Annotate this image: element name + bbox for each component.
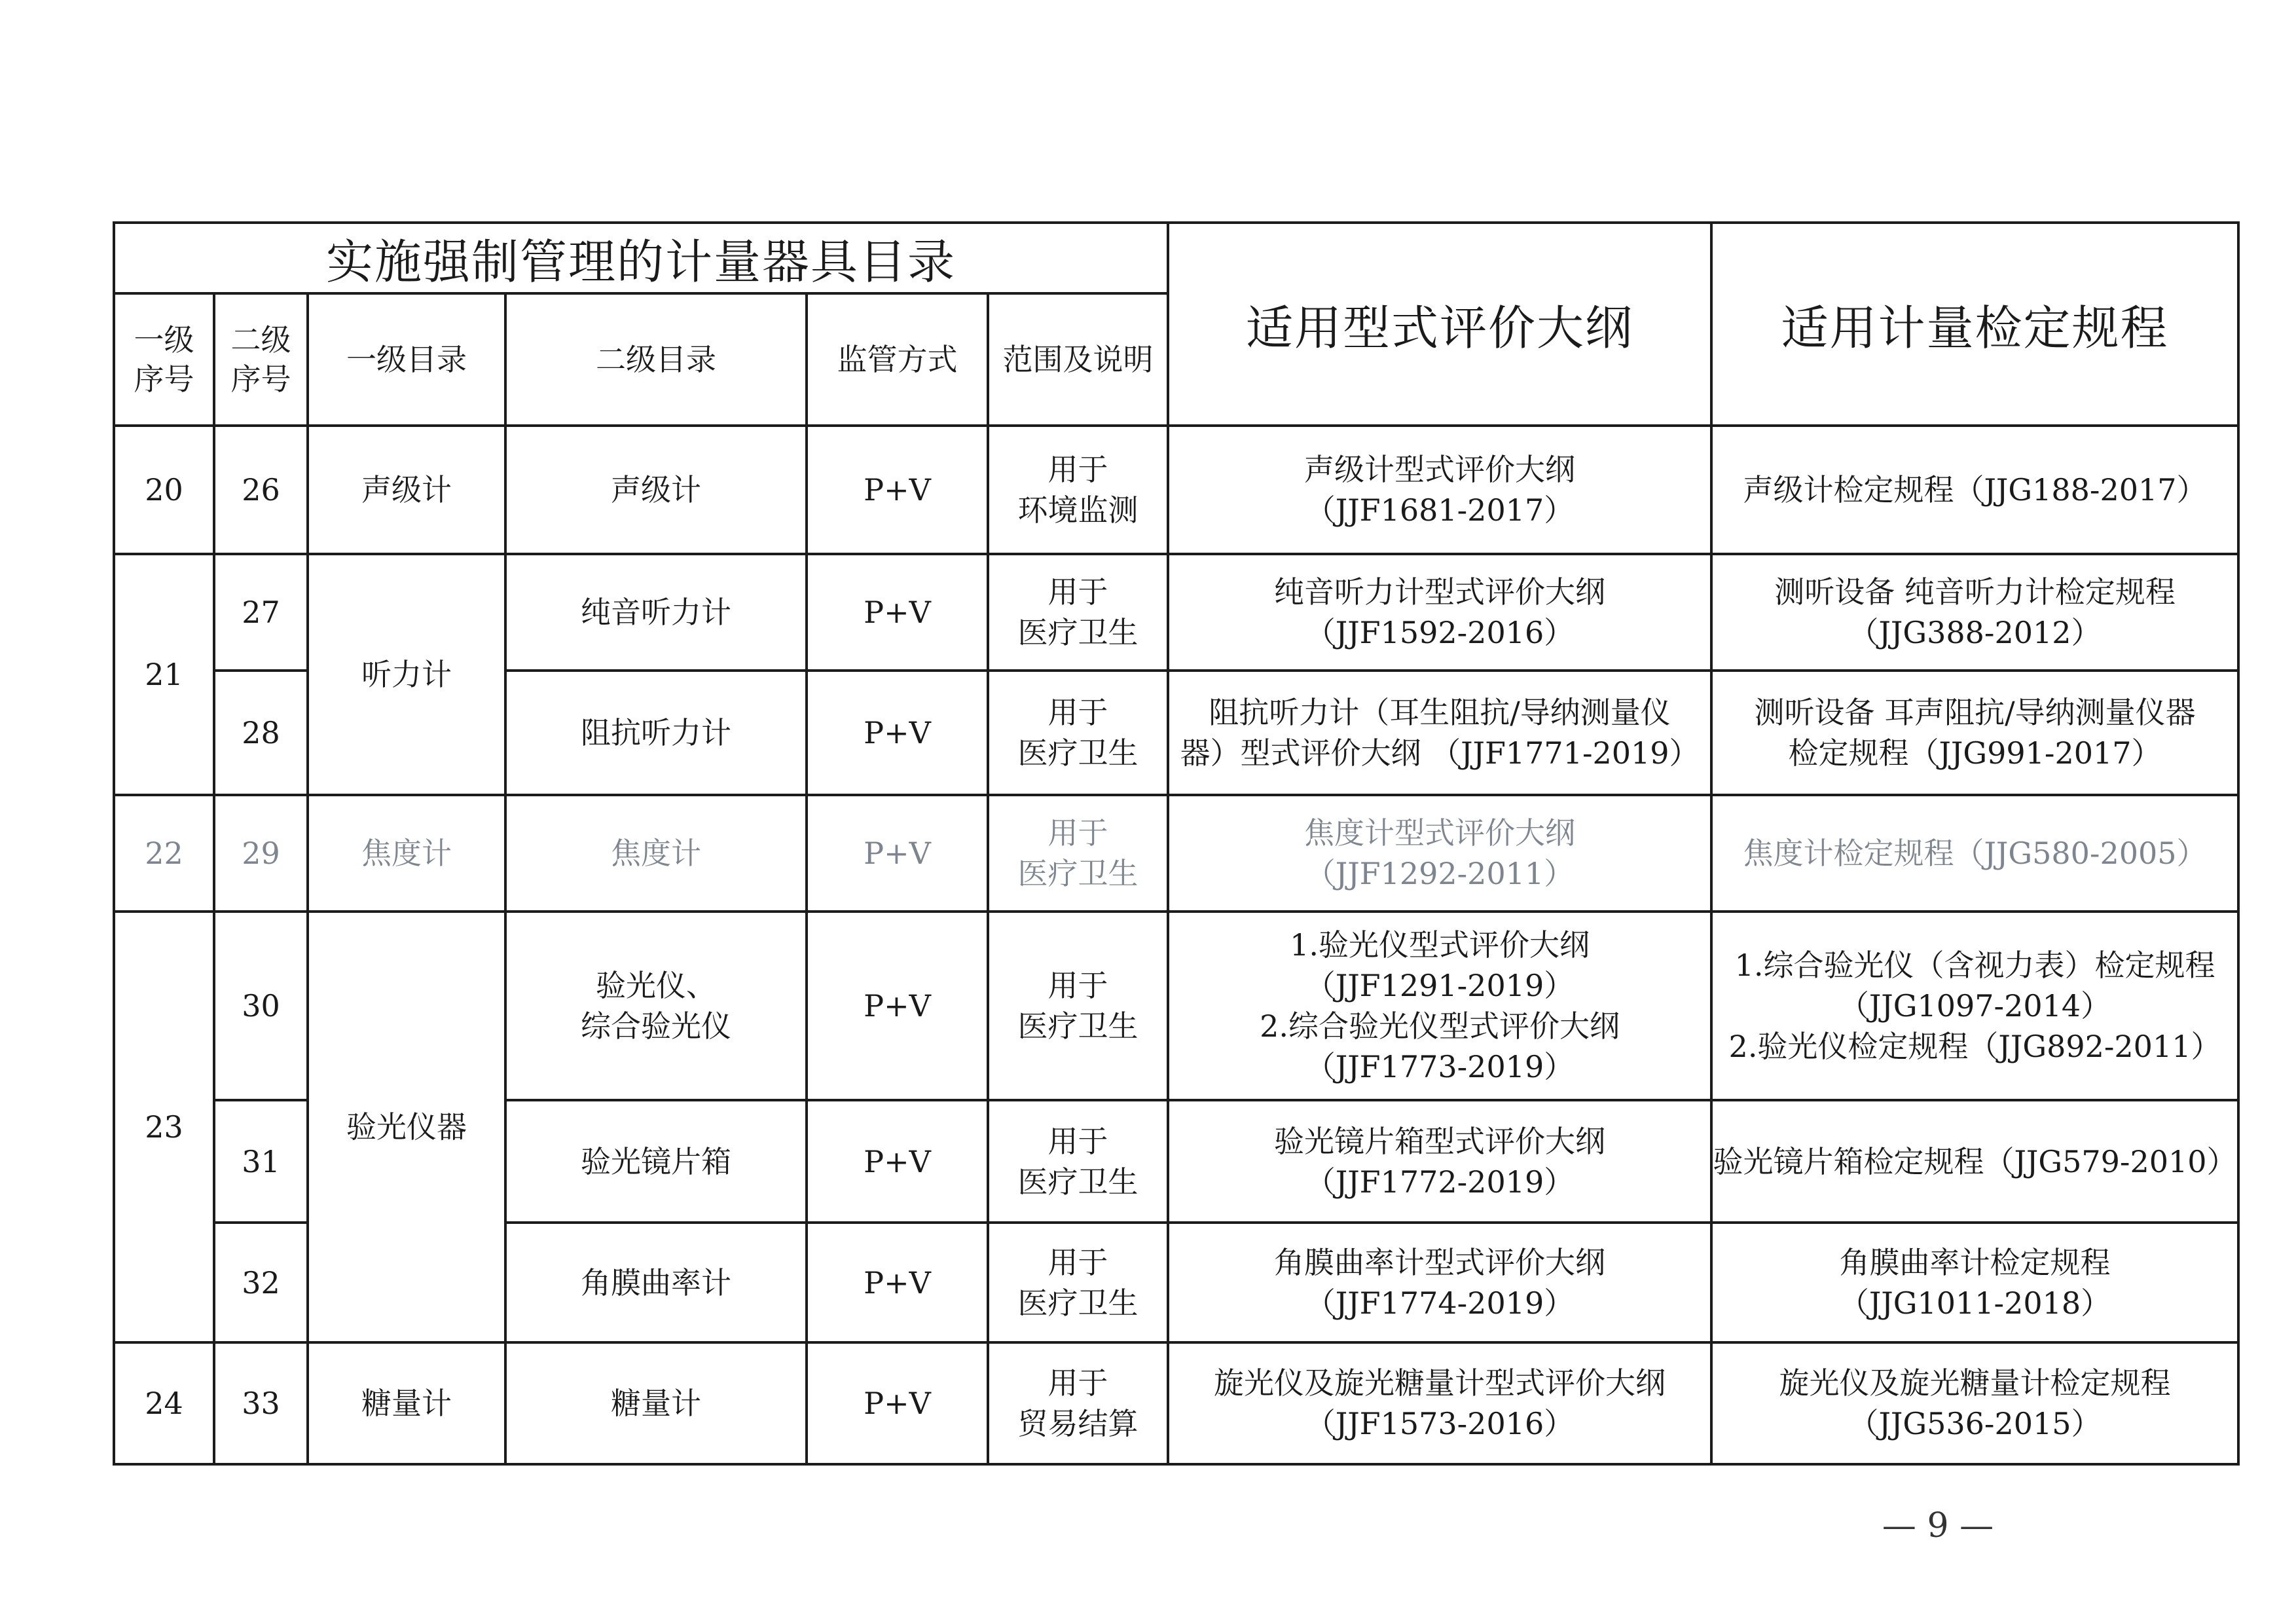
supervision-mode: P+V bbox=[807, 1342, 988, 1464]
table-row bbox=[114, 554, 2238, 671]
scope-line: 医疗卫生 bbox=[1017, 615, 1139, 650]
pattern-eval-line: 器）型式评价大纲 （JJF1771-2019） bbox=[1180, 735, 1700, 771]
scope-cell bbox=[988, 1223, 1168, 1342]
pattern-eval-line: （JJF1773-2019） bbox=[1305, 1049, 1575, 1084]
verification-line: 角膜曲率计检定规程 bbox=[1839, 1244, 2111, 1280]
verification-line: 2.验光仪检定规程（JJG892-2011） bbox=[1728, 1029, 2221, 1064]
scope-cell bbox=[988, 912, 1168, 1100]
level1-no: 24 bbox=[114, 1342, 214, 1464]
pattern-eval-line: 焦度计型式评价大纲 bbox=[1304, 815, 1576, 851]
scope-line: 医疗卫生 bbox=[1017, 856, 1139, 891]
level2-no: 32 bbox=[214, 1223, 308, 1342]
verification-cell bbox=[1711, 912, 2238, 1100]
verification-line: （JJG1011-2018） bbox=[1838, 1285, 2111, 1321]
header-level2-no-text: 二级序号 bbox=[230, 322, 291, 397]
pattern-eval-line: 旋光仪及旋光糖量计型式评价大纲 bbox=[1214, 1365, 1666, 1401]
level2-no: 31 bbox=[214, 1100, 308, 1223]
pattern-eval-cell bbox=[1168, 426, 1711, 554]
scope-cell bbox=[988, 554, 1168, 671]
table-row bbox=[114, 1342, 2238, 1464]
pattern-eval-line: （JJF1774-2019） bbox=[1305, 1285, 1575, 1321]
verification-line: （JJG388-2012） bbox=[1848, 615, 2102, 650]
catalog-title: 实施强制管理的计量器具目录 bbox=[114, 223, 1168, 293]
header-supervision: 监管方式 bbox=[807, 293, 988, 426]
scope-cell bbox=[988, 1342, 1168, 1464]
verification-line: 旋光仪及旋光糖量计检定规程 bbox=[1779, 1365, 2171, 1401]
pattern-eval-line: 阻抗听力计（耳生阻抗/导纳测量仪 bbox=[1209, 695, 1671, 730]
supervision-mode: P+V bbox=[807, 671, 988, 795]
verification-line: （JJG1097-2014） bbox=[1838, 988, 2111, 1024]
level1-no: 21 bbox=[114, 554, 214, 795]
pattern-eval-line: （JJF1292-2011） bbox=[1305, 856, 1575, 891]
scope-line: 用于 bbox=[1048, 1123, 1108, 1159]
verification-line: 测听设备 纯音听力计检定规程 bbox=[1774, 574, 2176, 610]
level2-no: 28 bbox=[214, 671, 308, 795]
pattern-eval-cell bbox=[1168, 554, 1711, 671]
pattern-eval-cell bbox=[1168, 671, 1711, 795]
scope-cell bbox=[988, 426, 1168, 554]
verification-line: 焦度计检定规程（JJG580-2005） bbox=[1743, 836, 2207, 871]
level2-name: 糖量计 bbox=[505, 1342, 807, 1464]
verification-line: 1.综合验光仪（含视力表）检定规程 bbox=[1734, 948, 2215, 983]
verification-cell bbox=[1711, 795, 2238, 912]
header-scope: 范围及说明 bbox=[988, 293, 1168, 426]
table-row bbox=[114, 912, 2238, 1100]
scope-cell bbox=[988, 671, 1168, 795]
scope-line: 用于 bbox=[1048, 815, 1108, 851]
pattern-eval-line: （JJF1291-2019） bbox=[1305, 968, 1575, 1003]
header-verification-regulation: 适用计量检定规程 bbox=[1711, 223, 2238, 426]
header-pattern-evaluation: 适用型式评价大纲 bbox=[1168, 223, 1711, 426]
pattern-eval-line: （JJF1573-2016） bbox=[1305, 1406, 1575, 1441]
supervision-mode: P+V bbox=[807, 426, 988, 554]
supervision-mode: P+V bbox=[807, 912, 988, 1100]
verification-line: 检定规程（JJG991-2017） bbox=[1788, 735, 2162, 771]
level2-name bbox=[505, 912, 807, 1100]
pattern-eval-line: （JJF1592-2016） bbox=[1305, 615, 1575, 650]
header-level1-no-text: 一级序号 bbox=[134, 322, 194, 397]
scope-line: 医疗卫生 bbox=[1017, 735, 1139, 771]
scope-line: 环境监测 bbox=[1017, 492, 1139, 528]
level2-no: 33 bbox=[214, 1342, 308, 1464]
level2-name: 验光镜片箱 bbox=[505, 1100, 807, 1223]
scope-line: 用于 bbox=[1048, 574, 1108, 610]
scope-line: 用于 bbox=[1048, 695, 1108, 730]
scope-line: 贸易结算 bbox=[1017, 1406, 1139, 1441]
verification-cell bbox=[1711, 554, 2238, 671]
verification-cell bbox=[1711, 1100, 2238, 1223]
scope-line: 医疗卫生 bbox=[1017, 1285, 1139, 1321]
level1-no: 20 bbox=[114, 426, 214, 554]
level1-no: 23 bbox=[114, 912, 214, 1342]
level2-name: 纯音听力计 bbox=[505, 554, 807, 671]
scope-line: 用于 bbox=[1048, 1365, 1108, 1401]
level2-no: 29 bbox=[214, 795, 308, 912]
supervision-mode: P+V bbox=[807, 1223, 988, 1342]
scope-line: 医疗卫生 bbox=[1017, 1008, 1139, 1044]
pattern-eval-line: （JJF1772-2019） bbox=[1305, 1164, 1575, 1200]
level2-no: 26 bbox=[214, 426, 308, 554]
supervision-mode: P+V bbox=[807, 795, 988, 912]
level2-name: 焦度计 bbox=[505, 795, 807, 912]
pattern-eval-line: 纯音听力计型式评价大纲 bbox=[1274, 574, 1606, 610]
verification-cell bbox=[1711, 426, 2238, 554]
table-row bbox=[114, 426, 2238, 554]
level2-name: 阻抗听力计 bbox=[505, 671, 807, 795]
level2-name: 声级计 bbox=[505, 426, 807, 554]
header-level1-dir: 一级目录 bbox=[308, 293, 505, 426]
level2-no: 30 bbox=[214, 912, 308, 1100]
table-row bbox=[114, 795, 2238, 912]
verification-cell bbox=[1711, 671, 2238, 795]
level1-name: 验光仪器 bbox=[308, 912, 505, 1342]
pattern-eval-line: 2.综合验光仪型式评价大纲 bbox=[1260, 1008, 1620, 1044]
pattern-eval-line: 验光镜片箱型式评价大纲 bbox=[1274, 1123, 1606, 1159]
verification-line: 测听设备 耳声阻抗/导纳测量仪器 bbox=[1754, 695, 2196, 730]
pattern-eval-line: （JJF1681-2017） bbox=[1305, 492, 1575, 528]
verification-line: （JJG536-2015） bbox=[1848, 1406, 2102, 1441]
level1-name: 声级计 bbox=[308, 426, 505, 554]
level1-name: 糖量计 bbox=[308, 1342, 505, 1464]
scope-line: 用于 bbox=[1048, 968, 1108, 1003]
scope-line: 用于 bbox=[1048, 452, 1108, 487]
verification-cell bbox=[1711, 1223, 2238, 1342]
level2-name: 角膜曲率计 bbox=[505, 1223, 807, 1342]
header-level2-dir: 二级目录 bbox=[505, 293, 807, 426]
instrument-catalog-table bbox=[113, 221, 2240, 1466]
pattern-eval-cell bbox=[1168, 795, 1711, 912]
verification-cell bbox=[1711, 1342, 2238, 1464]
level2-name-line: 验光仪、 bbox=[596, 968, 716, 1003]
level2-no: 27 bbox=[214, 554, 308, 671]
verification-line: 验光镜片箱检定规程（JJG579-2010） bbox=[1713, 1143, 2237, 1179]
supervision-mode: P+V bbox=[807, 554, 988, 671]
pattern-eval-line: 1.验光仪型式评价大纲 bbox=[1290, 927, 1590, 963]
supervision-mode: P+V bbox=[807, 1100, 988, 1223]
level2-name-line: 综合验光仪 bbox=[581, 1008, 731, 1044]
page-number: — 9 — bbox=[1882, 1506, 1994, 1545]
pattern-eval-cell bbox=[1168, 1223, 1711, 1342]
level1-no: 22 bbox=[114, 795, 214, 912]
verification-line: 声级计检定规程（JJG188-2017） bbox=[1743, 472, 2207, 507]
pattern-eval-cell bbox=[1168, 1100, 1711, 1223]
header-level1-no bbox=[114, 293, 214, 426]
scope-cell bbox=[988, 795, 1168, 912]
pattern-eval-cell bbox=[1168, 1342, 1711, 1464]
level1-name: 焦度计 bbox=[308, 795, 505, 912]
scope-line: 用于 bbox=[1048, 1244, 1108, 1280]
pattern-eval-cell bbox=[1168, 912, 1711, 1100]
level1-name: 听力计 bbox=[308, 554, 505, 795]
scope-cell bbox=[988, 1100, 1168, 1223]
pattern-eval-line: 角膜曲率计型式评价大纲 bbox=[1274, 1244, 1606, 1280]
header-level2-no bbox=[214, 293, 308, 426]
scope-line: 医疗卫生 bbox=[1017, 1164, 1139, 1200]
pattern-eval-line: 声级计型式评价大纲 bbox=[1304, 452, 1576, 487]
